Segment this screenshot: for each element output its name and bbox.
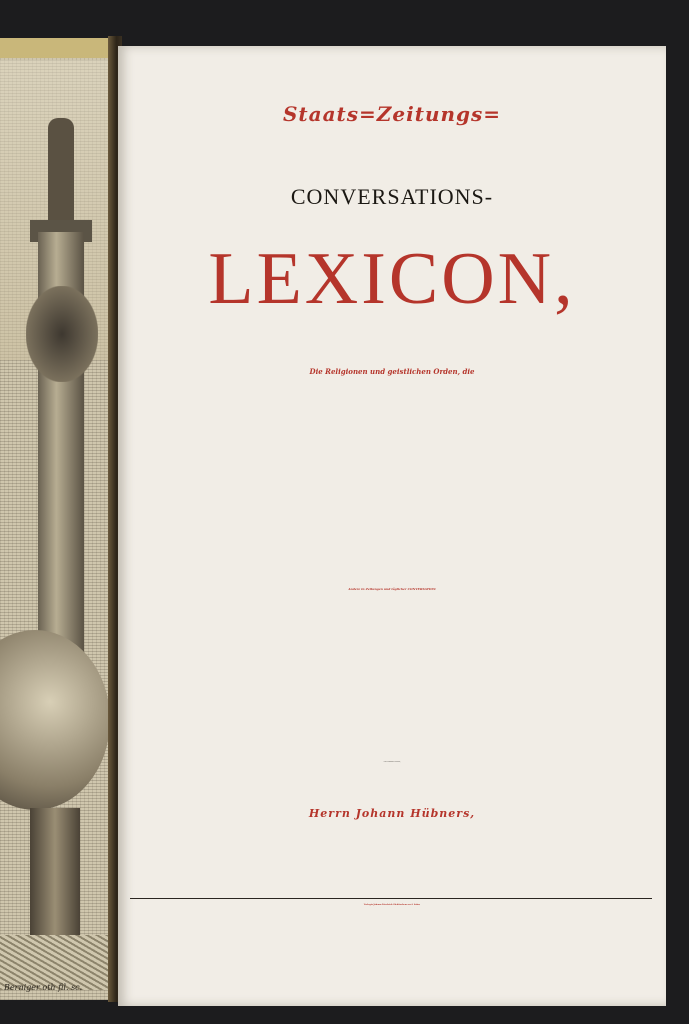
text-andere-conversation: Andere in Zeitungen und täglicher CONVERSATION xyxy=(348,587,436,591)
title-conversations: CONVERSATIONS- xyxy=(290,184,494,209)
engraving-globe-stand xyxy=(30,808,80,938)
title-lexicon: LEXICON, xyxy=(208,238,576,320)
engraver-signature: Berniger oth fil. sc. xyxy=(4,983,83,992)
engraving-statue xyxy=(48,118,74,224)
frontispiece-top-edge xyxy=(0,38,118,58)
imprint-publisher: Verlegts Johann Friedrich Gleditschens seel. Sohn, xyxy=(363,904,421,906)
title-staats-zeitungs: Staats=Zeitungs= xyxy=(282,102,502,126)
engraving-foreground xyxy=(0,935,110,990)
engraving-trophy-of-arms xyxy=(26,286,98,382)
imprint-divider xyxy=(130,898,652,899)
text-nebst-registern: Nebst vollständigen Registern, xyxy=(383,762,401,763)
text-religionen: Die Religionen und geistlichen Orden, die xyxy=(309,367,475,376)
title-page xyxy=(118,46,666,1006)
author-name: Herrn Johann Hübners, xyxy=(308,807,476,820)
